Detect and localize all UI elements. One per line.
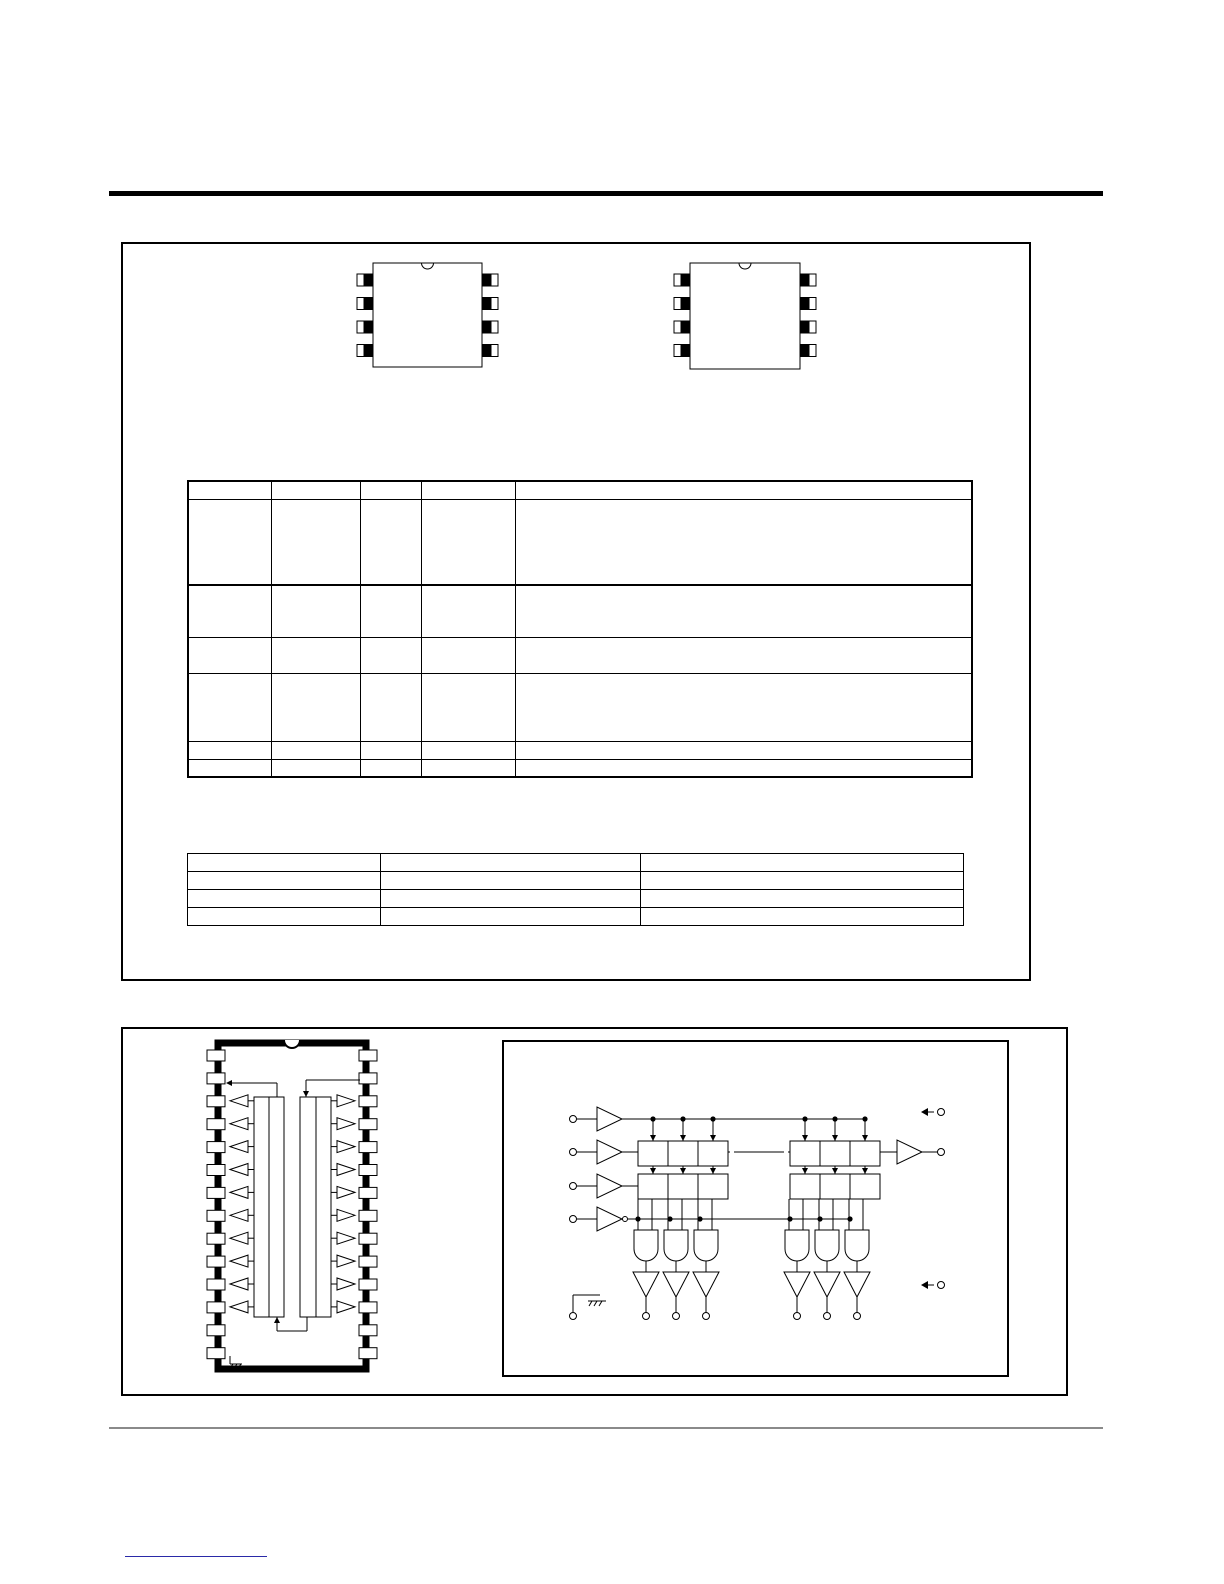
and-gate-symbol [785,1230,809,1261]
shift-register-cell [850,1141,880,1166]
output-driver-symbol [784,1272,810,1297]
arrowhead [650,1135,656,1141]
pin-pad [359,1073,377,1084]
pin-pad [207,1325,225,1336]
pin-lead [482,345,491,357]
output-driver-symbol [814,1272,840,1297]
and-gate-symbol [694,1230,718,1261]
and-gate-symbol [634,1230,658,1261]
package-body [373,263,482,367]
pin-pad [359,1187,377,1198]
arrowhead [832,1168,838,1174]
arrowhead [650,1168,656,1174]
register-column [254,1097,269,1317]
pin-lead [800,274,809,286]
pin-pad [207,1165,225,1176]
pin-pad [207,1142,225,1153]
pin-pad [207,1096,225,1107]
pin-pad [359,1279,377,1290]
soic-package-right [674,263,816,369]
shift-register-cell [668,1141,698,1166]
junction-dot [817,1216,822,1221]
terminal-circle [570,1149,577,1156]
arrowhead [710,1135,716,1141]
terminal-circle [673,1313,680,1320]
pin-pad [207,1302,225,1313]
storage-register-cell [668,1174,698,1199]
register-column [300,1097,316,1317]
input-buffer-symbol [597,1207,622,1231]
output-driver-symbol [663,1272,689,1297]
output-driver-symbol [844,1272,870,1297]
arrowhead [832,1135,838,1141]
terminal-circle [570,1183,577,1190]
pin-pad [359,1096,377,1107]
input-buffer-symbol [597,1140,622,1164]
pin-lead [364,321,373,333]
pin-lead [681,345,690,357]
pin-pad [359,1325,377,1336]
pin-pad [359,1165,377,1176]
shift-register-cell [820,1141,850,1166]
arrowhead [680,1135,686,1141]
pin-pad [207,1119,225,1130]
pin-lead [482,298,491,310]
arrowhead [862,1168,868,1174]
pin-pad [359,1233,377,1244]
junction-dot [787,1216,792,1221]
terminal-circle [938,1282,945,1289]
storage-register-cell [698,1174,728,1199]
pin-pad [207,1256,225,1267]
junction-dot [847,1216,852,1221]
arrowhead [680,1168,686,1174]
pin-pad [207,1187,225,1198]
pin-lead [482,274,491,286]
shift-register-cell [698,1141,728,1166]
and-gate-symbol [664,1230,688,1261]
terminal-circle [570,1216,577,1223]
register-column [269,1097,284,1317]
pin-lead [800,298,809,310]
pin-pad [359,1348,377,1359]
terminal-circle [703,1313,710,1320]
inverter-bubble [623,1217,628,1222]
storage-register-cell [790,1174,820,1199]
storage-register-cell [638,1174,668,1199]
pin-lead [681,321,690,333]
terminal-circle [794,1313,801,1320]
input-buffer-symbol [597,1174,622,1198]
pin-lead [364,274,373,286]
arrowhead [921,1281,928,1289]
arrowhead [862,1135,868,1141]
package-body [218,1043,366,1369]
pin-lead [800,345,809,357]
wire [594,1301,597,1306]
output-driver-symbol [693,1272,719,1297]
pin-lead [681,298,690,310]
terminal-circle [824,1313,831,1320]
pin-lead [364,345,373,357]
arrowhead [921,1108,928,1116]
arrowhead [802,1135,808,1141]
pin-lead [482,321,491,333]
and-gate-symbol [845,1230,869,1261]
soic-package-left [357,263,498,367]
pin-pad [359,1119,377,1130]
wire [599,1301,602,1306]
terminal-circle [643,1313,650,1320]
pin-pad [359,1210,377,1221]
terminal-circle [938,1149,945,1156]
terminal-circle [570,1313,577,1320]
pin-pad [207,1210,225,1221]
pin-pad [207,1233,225,1244]
pin1-notch [284,1040,300,1048]
output-buffer-symbol [897,1140,922,1164]
arrowhead [710,1168,716,1174]
storage-register-cell [820,1174,850,1199]
storage-register-cell [850,1174,880,1199]
pin-lead [364,298,373,310]
pin-pad [207,1050,225,1061]
output-driver-symbol [633,1272,659,1297]
pin-pad [207,1073,225,1084]
pin-lead [800,321,809,333]
pin-pad [359,1142,377,1153]
pin-pad [207,1279,225,1290]
and-gate-symbol [815,1230,839,1261]
register-column [316,1097,331,1317]
terminal-circle [854,1313,861,1320]
pin-lead [681,274,690,286]
pin-pad [359,1302,377,1313]
terminal-circle [570,1116,577,1123]
shift-register-cell [790,1141,820,1166]
package-body [690,263,800,369]
block-diagram [570,1107,945,1320]
pin-pad [359,1256,377,1267]
terminal-circle [938,1109,945,1116]
pin-pad [359,1050,377,1061]
wire [589,1301,592,1306]
arrowhead [802,1168,808,1174]
dip-package [207,1040,377,1369]
shift-register-cell [638,1141,668,1166]
pin-pad [207,1348,225,1359]
input-buffer-symbol [597,1107,622,1131]
